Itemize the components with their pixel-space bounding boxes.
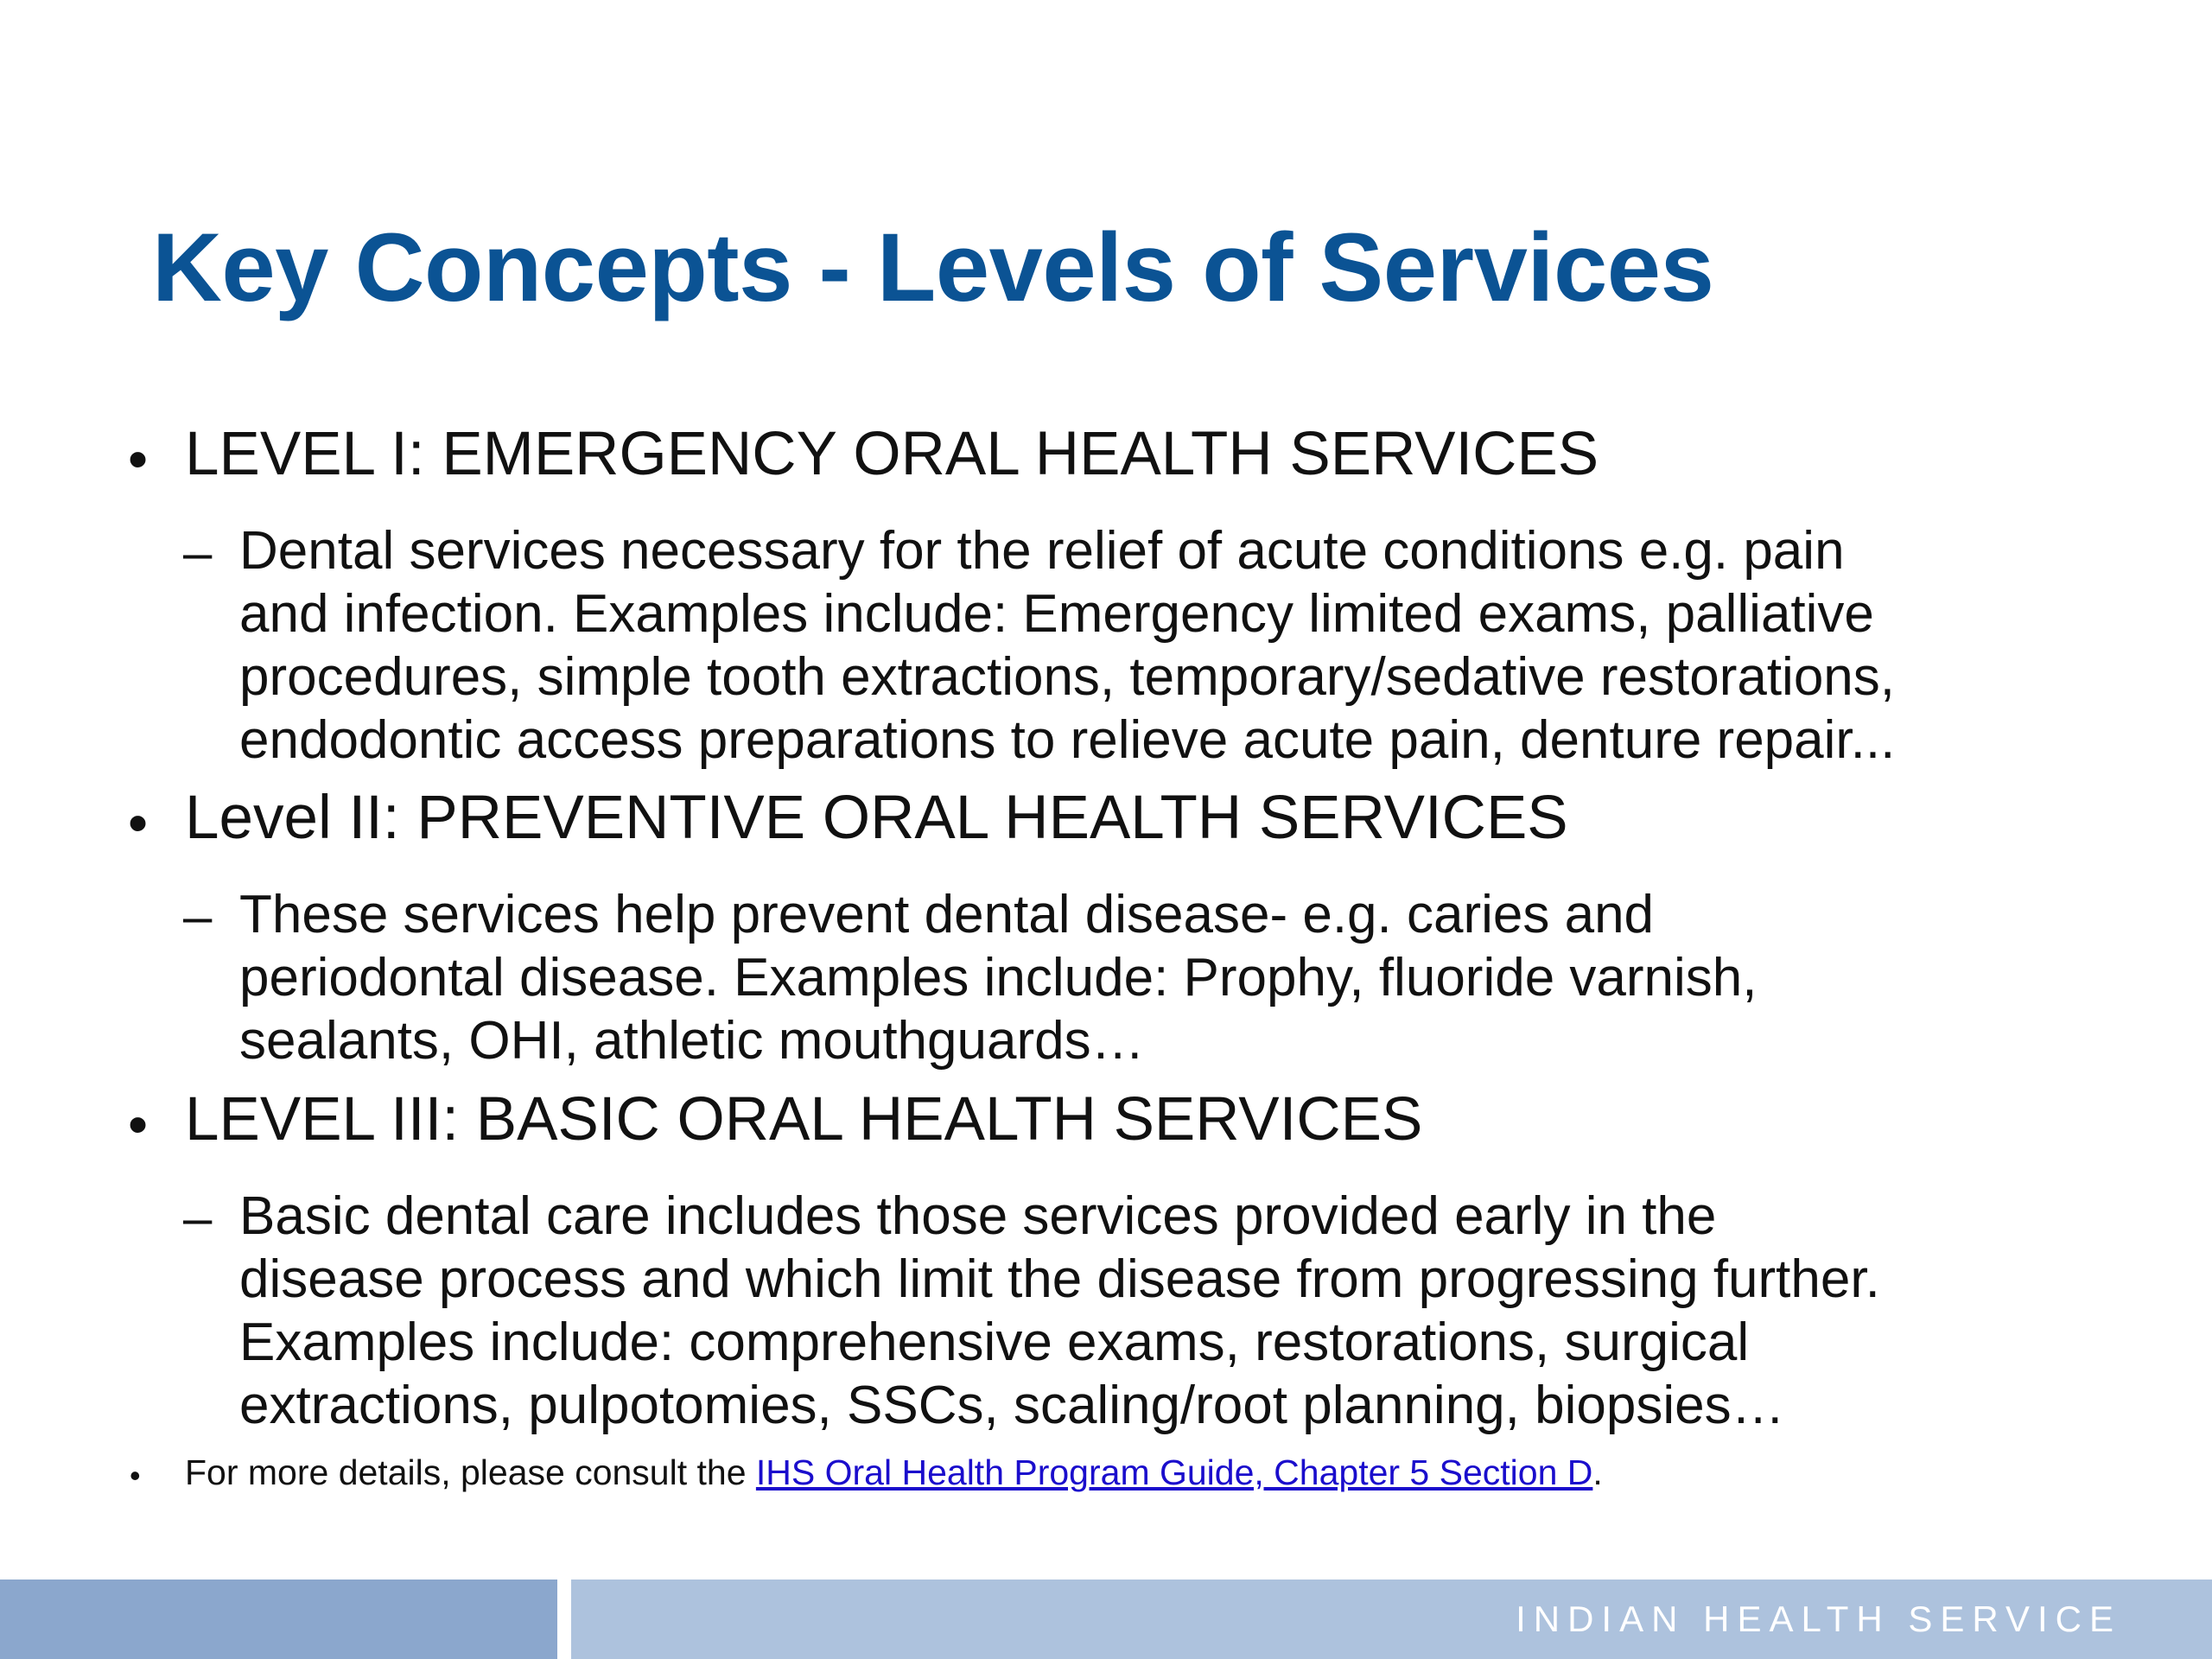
dash: –	[183, 524, 213, 582]
slide-title: Key Concepts - Levels of Services	[152, 213, 1714, 321]
level-3-description	[239, 1185, 2037, 1437]
dash: –	[183, 887, 213, 945]
note-prefix: For more details, please consult the	[185, 1452, 756, 1492]
program-guide-link[interactable]: IHS Oral Health Program Guide, Chapter 5 Section D	[755, 1452, 1593, 1492]
dash: –	[183, 1189, 213, 1247]
description-line: Basic dental care includes those services provided early in the	[239, 1186, 1717, 1246]
description-line: periodontal disease. Examples include: Prophy, fluoride varnish,	[239, 948, 1758, 1007]
bullet: •	[130, 1458, 141, 1493]
description-line: extractions, pulpotomies, SSCs, scaling/root planning, biopsies…	[239, 1376, 1785, 1435]
note-suffix: .	[1592, 1452, 1603, 1492]
footer-brand: INDIAN HEALTH SERVICE	[1516, 1599, 2121, 1639]
level-2-description	[239, 883, 2037, 1072]
description-line: and infection. Examples include: Emergency limited exams, palliative	[239, 584, 1874, 644]
level-1-description	[239, 519, 2037, 772]
description-line: endodontic access preparations to relieve acute pain, denture repair...	[239, 710, 1896, 770]
footer-bar	[0, 1580, 2212, 1659]
bullet: •	[128, 1092, 149, 1156]
level-1-heading: LEVEL I: EMERGENCY ORAL HEALTH SERVICES	[185, 420, 1599, 488]
description-line: procedures, simple tooth extractions, temporary/sedative restorations,	[239, 647, 1896, 707]
footer-left-block	[0, 1580, 557, 1659]
bullet: •	[128, 791, 149, 855]
level-3-heading: LEVEL III: BASIC ORAL HEALTH SERVICES	[185, 1085, 1423, 1154]
description-line: These services help prevent dental disease- e.g. caries and	[239, 885, 1655, 944]
description-line: Examples include: comprehensive exams, restorations, surgical	[239, 1313, 1750, 1372]
details-note	[185, 1452, 1603, 1492]
level-2-heading: Level II: PREVENTIVE ORAL HEALTH SERVICES	[185, 784, 1568, 852]
description-line: sealants, OHI, athletic mouthguards…	[239, 1011, 1145, 1071]
footer-right-block	[571, 1580, 2212, 1659]
description-line: Dental services necessary for the relief of acute conditions e.g. pain	[239, 521, 1845, 581]
description-line: disease process and which limit the disease from progressing further.	[239, 1249, 1880, 1309]
bullet: •	[128, 427, 149, 491]
